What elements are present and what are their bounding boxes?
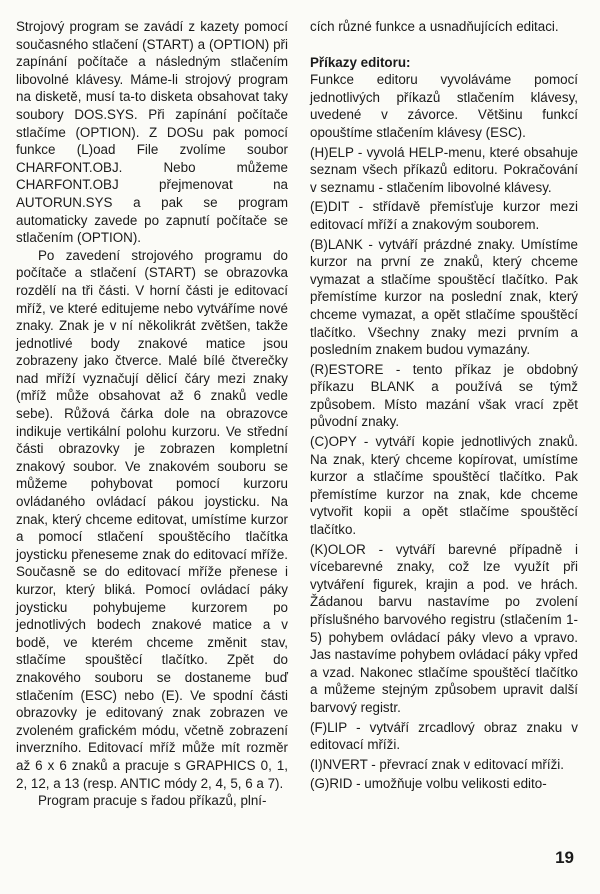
right-column	[310, 18, 578, 793]
command-flip: (F)LIP - vytváří zrcadlový obraz znaku v editovací mříži.	[310, 719, 578, 753]
command-blank: (B)LANK - vytváří prázdné znaky. Umístíme kurzor na první ze znaků, který chceme vymazat a stlačíme spouštěcí tlačítko. Pak přemístíme kurzor na poslední znak, který chceme vymazat, a opět stlačíme spouštěcí tlačítko. Všechny znaky mezi prvním a posledním znakem budou vymazány.	[310, 236, 578, 358]
paragraph-screen-layout: Po zavedení strojového programu do počítače a stlačení (START) se obrazovka rozdělí na tři části. V horní části je editovací mříž, ve které editujeme nebo vytváříme nové znaky. Znak je v ní několikrát zvětšen, takže jednotlivé body znakové matice jsou zobrazeny jako čtverce. Malé bílé čtverečky nad mříží vyznačují dělicí čáry mezi znaky (mříž může obsahovat až 6 znaků vedle sebe). Růžová čárka dole na obrazovce indikuje vertikální polohu kurzoru. Ve střední části obrazovky je zobrazen kompletní znakový soubor. Ve znakovém souboru se můžeme pohybovat pomocí kurzoru ovládaného ovládací pákou joysticku. Na znak, který chceme editovat, umístíme kurzor a pomocí stlačení spouštěcího tlačítka joysticku přeneseme znak do editovací mříže. Současně se do editovací mříže přenese i kurzor, který bliká. Pomocí ovládací páky joysticku pohybujeme kurzorem po jednotlivých bodech znakové matice a v bodě, ve kterém chceme změnit stav, stlačíme spouštěcí tlačítko. Zpět do znakového souboru se dostaneme buď stlačením (ESC) nebo (E). Ve spodní části obrazovky je editovaný znak zobrazen ve zvoleném grafickém módu, včetně zobrazení inverzního. Editovací mříž může mít rozměr až 6 x 6 znaků a pracuje s GRAPHICS 0, 1, 2, 12, a 13 (resp. ANTIC módy 2, 4, 5, 6 a 7).	[16, 247, 288, 791]
paragraph-commands-intro: Program pracuje s řadou příkazů, plní-	[38, 793, 267, 809]
page-number: 19	[555, 848, 574, 867]
command-help: (H)ELP - vyvolá HELP-menu, které obsahuje seznam všech příkazů editoru. Pokračování v seznamu - stlačením libovolné klávesy.	[310, 144, 578, 195]
command-copy: (C)OPY - vytváří kopie jednotlivých znaků. Na znak, který chceme kopírovat, umístíme kurzor a stlačíme spouštěcí tlačítko. Pak přemístíme kurzor na znak, kde chceme vytvořit kopii a opět stlačíme spouštěcí tlačítko.	[310, 434, 578, 538]
command-edit: (E)DIT - střídavě přemísťuje kurzor mezi editovací mříží a znakovým souborem.	[310, 199, 578, 232]
paragraph-loading: Strojový program se zavádí z kazety pomocí současného stlačení (START) a (OPTION) při zapínání počítače a následným stlačením libovolné klávesy. Máme-li strojový program na disketě, musí ta-to disketa obsahovat taky soubory DOS.SYS. Při zapínání počítače stlačíme (OPTION). Z DOSu pak pomocí funkce (L)oad File zvolíme soubor CHARFONT.OBJ. Nebo můžeme CHARFONT.OBJ přejmenovat na AUTORUN.SYS a pak se program automaticky zavede po zapnutí počítače se stlačením (OPTION).	[16, 19, 288, 246]
command-invert: (I)NVERT - převrací znak v editovací mříži.	[310, 756, 564, 772]
left-column	[16, 18, 288, 810]
section-heading: Příkazy editoru:	[310, 54, 411, 70]
command-grid: (G)RID - umožňuje volbu velikosti edito-	[310, 776, 547, 792]
paragraph-editor-functions: Funkce editoru vyvoláváme pomocí jednotlivých příkazů stlačením klávesy, uvedené v závorce. Většinu funkcí opouštíme stlačením klávesy (ESC).	[310, 72, 578, 140]
command-restore: (R)ESTORE - tento příkaz je obdobný příkazu BLANK a používá se týmž způsobem. Místo mazání však vrací zpět původní znaky.	[310, 361, 578, 430]
command-kolor: (K)OLOR - vytváří barevné případně i vícebarevné znaky, což lze využít při vytváření figurek, krajin a pod. ve hrách. Žádanou barvu nastavíme po zvolení příslušného barvového registru (stlačením 1-5) pohybem ovládací páky vlevo a vpravo. Jas nastavíme pohybem ovládací páky vpřed a vzad. Nakonec stlačíme spouštěcí tlačítko a můžeme stejným způsobem upravit další barvový registr.	[310, 541, 578, 715]
paragraph-continuation: cích různé funkce a usnadňujících editaci.	[310, 19, 559, 34]
